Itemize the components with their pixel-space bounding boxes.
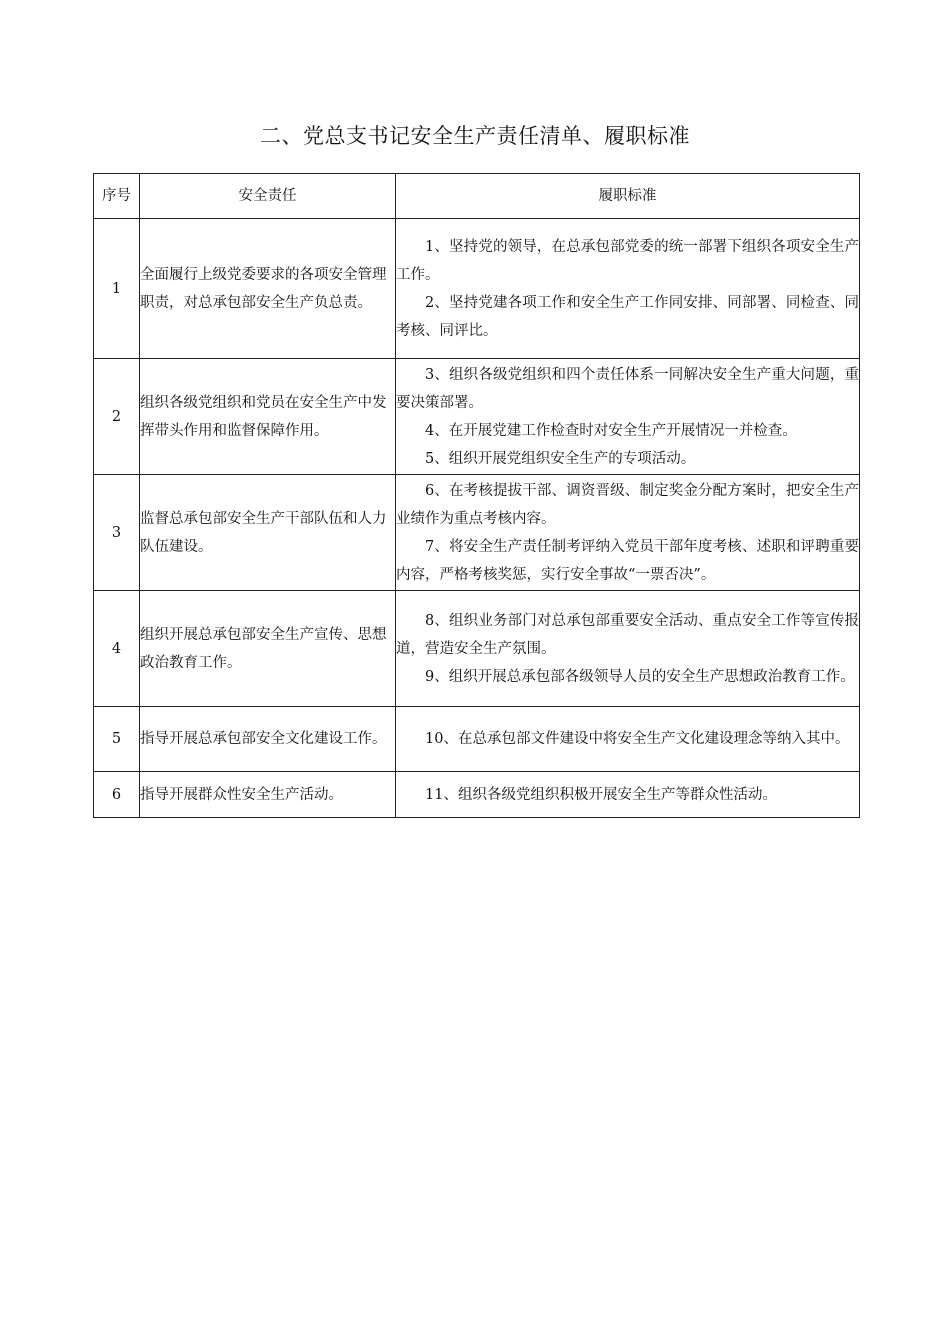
standard-cell <box>396 772 860 818</box>
standard-item: 5、组织开展党组织安全生产的专项活动。 <box>425 450 696 467</box>
standard-item: 9、组织开展总承包部各级领导人员的安全生产思想政治教育工作。 <box>425 668 855 685</box>
table-row <box>94 359 860 475</box>
row-number: 2 <box>94 359 140 475</box>
responsibility-cell: 全面履行上级党委要求的各项安全管理职责，对总承包部安全生产负总责。 <box>140 219 396 359</box>
header-no: 序号 <box>94 174 140 219</box>
standard-item: 3、组织各级党组织和四个责任体系一同解决安全生产重大问题，重要决策部署。 <box>396 366 859 411</box>
standard-item: 7、将安全生产责任制考评纳入党员干部年度考核、述职和评聘重要内容，严格考核奖惩，实行安全事故“一票否决”。 <box>396 538 859 583</box>
standard-item: 8、组织业务部门对总承包部重要安全活动、重点安全工作等宣传报道，营造安全生产氛围。 <box>396 612 859 657</box>
standard-cell <box>396 359 860 475</box>
responsibility-table <box>93 173 860 818</box>
standard-cell <box>396 591 860 707</box>
responsibility-cell: 指导开展群众性安全生产活动。 <box>140 772 396 818</box>
responsibility-cell: 组织各级党组织和党员在安全生产中发挥带头作用和监督保障作用。 <box>140 359 396 475</box>
row-number: 4 <box>94 591 140 707</box>
standard-cell <box>396 219 860 359</box>
header-standard: 履职标准 <box>396 174 860 219</box>
row-number: 1 <box>94 219 140 359</box>
responsibility-cell: 组织开展总承包部安全生产宣传、思想政治教育工作。 <box>140 591 396 707</box>
row-number: 3 <box>94 475 140 591</box>
table-row <box>94 772 860 818</box>
standard-item: 11、组织各级党组织积极开展安全生产等群众性活动。 <box>425 786 777 803</box>
standard-cell <box>396 475 860 591</box>
table-header-row <box>94 174 860 219</box>
row-number: 5 <box>94 707 140 772</box>
standard-item: 2、坚持党建各项工作和安全生产工作同安排、同部署、同检查、同考核、同评比。 <box>396 294 859 339</box>
responsibility-cell: 指导开展总承包部安全文化建设工作。 <box>140 707 396 772</box>
table-row <box>94 475 860 591</box>
standard-item: 10、在总承包部文件建设中将安全生产文化建设理念等纳入其中。 <box>425 731 850 747</box>
standard-item: 6、在考核提拔干部、调资晋级、制定奖金分配方案时，把安全生产业绩作为重点考核内容。 <box>396 482 859 527</box>
row-number: 6 <box>94 772 140 818</box>
standard-item: 4、在开展党建工作检查时对安全生产开展情况一并检查。 <box>425 422 797 439</box>
standard-item: 1、坚持党的领导，在总承包部党委的统一部署下组织各项安全生产工作。 <box>396 238 859 283</box>
table-row <box>94 219 860 359</box>
responsibility-cell: 监督总承包部安全生产干部队伍和人力队伍建设。 <box>140 475 396 591</box>
page-title: 二、党总支书记安全生产责任清单、履职标准 <box>260 124 690 148</box>
table-row <box>94 591 860 707</box>
table-row <box>94 707 860 772</box>
header-responsibility: 安全责任 <box>140 174 396 219</box>
standard-cell <box>396 707 860 772</box>
